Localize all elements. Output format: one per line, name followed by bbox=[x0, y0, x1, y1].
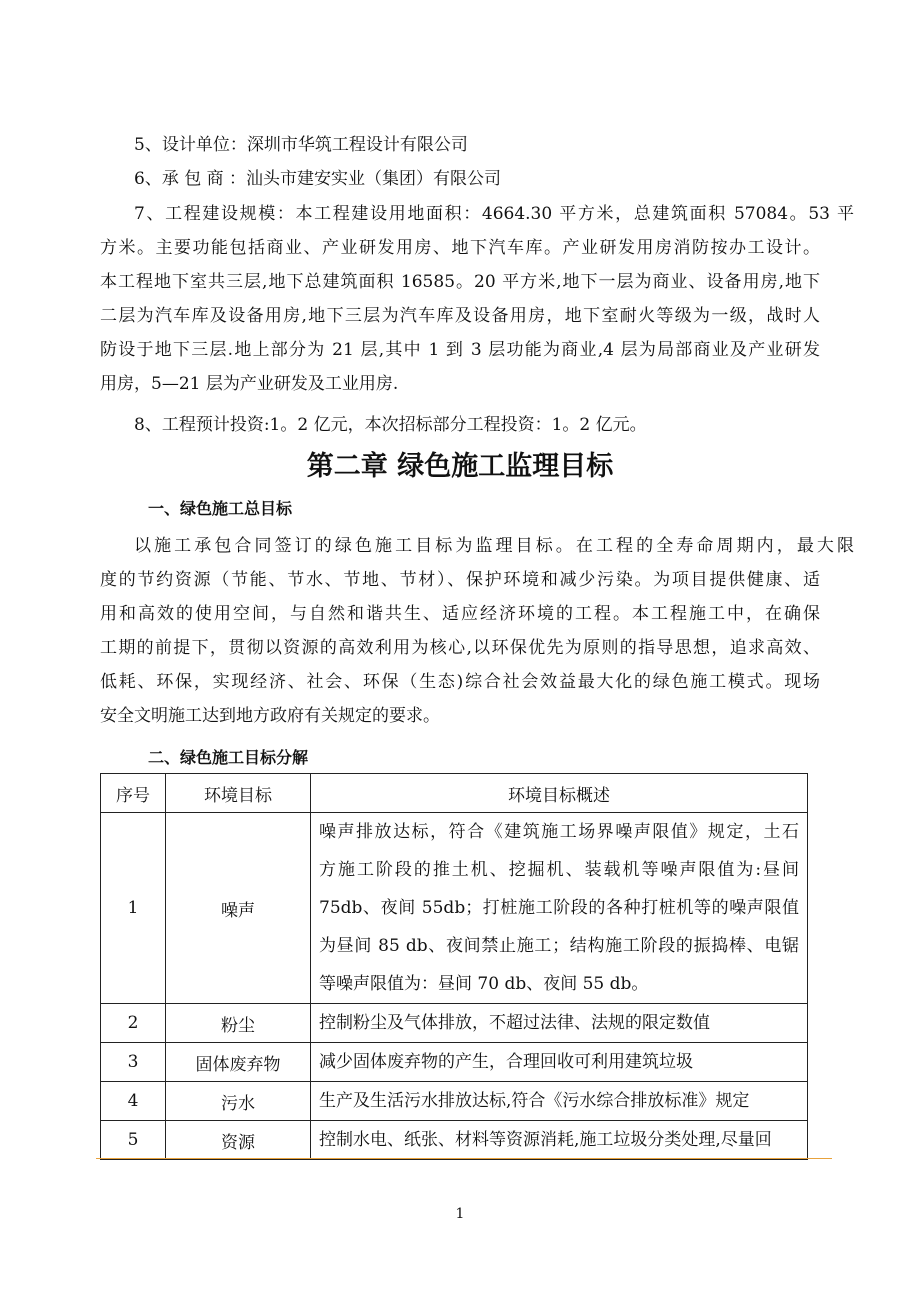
overall-goal-line-5: 低耗、环保，实现经济、社会、环保（生态)综合社会效益最大化的绿色施工模式。现场 bbox=[100, 672, 820, 692]
row-description: 减少固体废弃物的产生，合理回收可利用建筑垃圾 bbox=[311, 1043, 808, 1082]
section-heading-overall-goal: 一、绿色施工总目标 bbox=[148, 499, 293, 518]
page-number: 1 bbox=[455, 1206, 465, 1222]
section-heading-goal-breakdown: 二、绿色施工目标分解 bbox=[148, 748, 309, 767]
overall-goal-line-1: 以施工承包合同签订的绿色施工目标为监理目标。在工程的全寿命周期内，最大限 bbox=[134, 536, 854, 556]
item-scale-line-2: 方米。主要功能包括商业、产业研发用房、地下汽车库。产业研发用房消防按办工设计。 bbox=[100, 238, 820, 258]
item-scale-line-5: 防设于地下三层.地上部分为 21 层,其中 1 到 3 层功能为商业,4 层为局部商业及产业研发 bbox=[100, 340, 820, 360]
row-description: 生产及生活污水排放达标,符合《污水综合排放标准》规定 bbox=[311, 1082, 808, 1121]
table-header-row bbox=[101, 774, 808, 813]
table-row bbox=[101, 1082, 808, 1121]
header-no: 序号 bbox=[101, 774, 166, 813]
table-row bbox=[101, 1004, 808, 1043]
item-scale-line-4: 二层为汽车库及设备用房,地下三层为汽车库及设备用房，地下室耐火等级为一级，战时人 bbox=[100, 306, 820, 326]
row-description: 控制粉尘及气体排放，不超过法律、法规的限定数值 bbox=[311, 1004, 808, 1043]
description-line: 75db、夜间 55db；打桩施工阶段的各种打桩机等的噪声限值 bbox=[319, 898, 799, 918]
item-contractor: 6、承 包 商 ：汕头市建安实业（集团）有限公司 bbox=[134, 169, 502, 189]
row-target: 噪声 bbox=[166, 813, 311, 1004]
row-target: 粉尘 bbox=[166, 1004, 311, 1043]
row-no: 2 bbox=[101, 1004, 166, 1043]
footer-divider bbox=[96, 1158, 832, 1159]
row-target: 污水 bbox=[166, 1082, 311, 1121]
description-line: 为昼间 85 db、夜间禁止施工；结构施工阶段的振捣棒、电锯 bbox=[319, 936, 799, 956]
row-description: 控制水电、纸张、材料等资源消耗,施工垃圾分类处理,尽量回 bbox=[311, 1121, 808, 1160]
row-no: 1 bbox=[101, 813, 166, 1004]
overall-goal-line-6: 安全文明施工达到地方政府有关规定的要求。 bbox=[100, 706, 440, 726]
table-row bbox=[101, 1043, 808, 1082]
chapter-title: 第二章 绿色施工监理目标 bbox=[306, 451, 614, 482]
item-scale-line-3: 本工程地下室共三层,地下总建筑面积 16585。20 平方米,地下一层为商业、设备用房,地下 bbox=[100, 272, 820, 292]
item-design-unit: 5、设计单位：深圳市华筑工程设计有限公司 bbox=[134, 135, 468, 155]
description-line: 等噪声限值为：昼间 70 db、夜间 55 db。 bbox=[319, 974, 649, 994]
row-no: 4 bbox=[101, 1082, 166, 1121]
header-description: 环境目标概述 bbox=[311, 774, 808, 813]
item-scale-line-1: 7、工程建设规模：本工程建设用地面积：4664.30 平方米，总建筑面积 57084。53 平 bbox=[134, 204, 854, 224]
description-line: 方施工阶段的推土机、挖掘机、装载机等噪声限值为:昼间 bbox=[319, 860, 799, 880]
goal-breakdown-table bbox=[100, 773, 808, 1160]
row-no: 5 bbox=[101, 1121, 166, 1160]
item-investment: 8、工程预计投资:1。2 亿元，本次招标部分工程投资：1。2 亿元。 bbox=[134, 415, 647, 435]
description-line: 噪声排放达标，符合《建筑施工场界噪声限值》规定，土石 bbox=[319, 822, 799, 842]
row-target: 资源 bbox=[166, 1121, 311, 1160]
overall-goal-line-4: 工期的前提下，贯彻以资源的高效利用为核心,以环保优先为原则的指导思想，追求高效、 bbox=[100, 638, 820, 658]
table-row bbox=[101, 813, 808, 1004]
row-target: 固体废弃物 bbox=[166, 1043, 311, 1082]
header-target: 环境目标 bbox=[166, 774, 311, 813]
overall-goal-line-2: 度的节约资源（节能、节水、节地、节材）、保护环境和减少污染。为项目提供健康、适 bbox=[100, 570, 820, 590]
row-description bbox=[311, 813, 808, 1004]
overall-goal-line-3: 用和高效的使用空间，与自然和谐共生、适应经济环境的工程。本工程施工中，在确保 bbox=[100, 604, 820, 624]
table-row bbox=[101, 1121, 808, 1160]
item-scale-line-6: 用房，5—21 层为产业研发及工业用房. bbox=[100, 374, 399, 394]
row-no: 3 bbox=[101, 1043, 166, 1082]
